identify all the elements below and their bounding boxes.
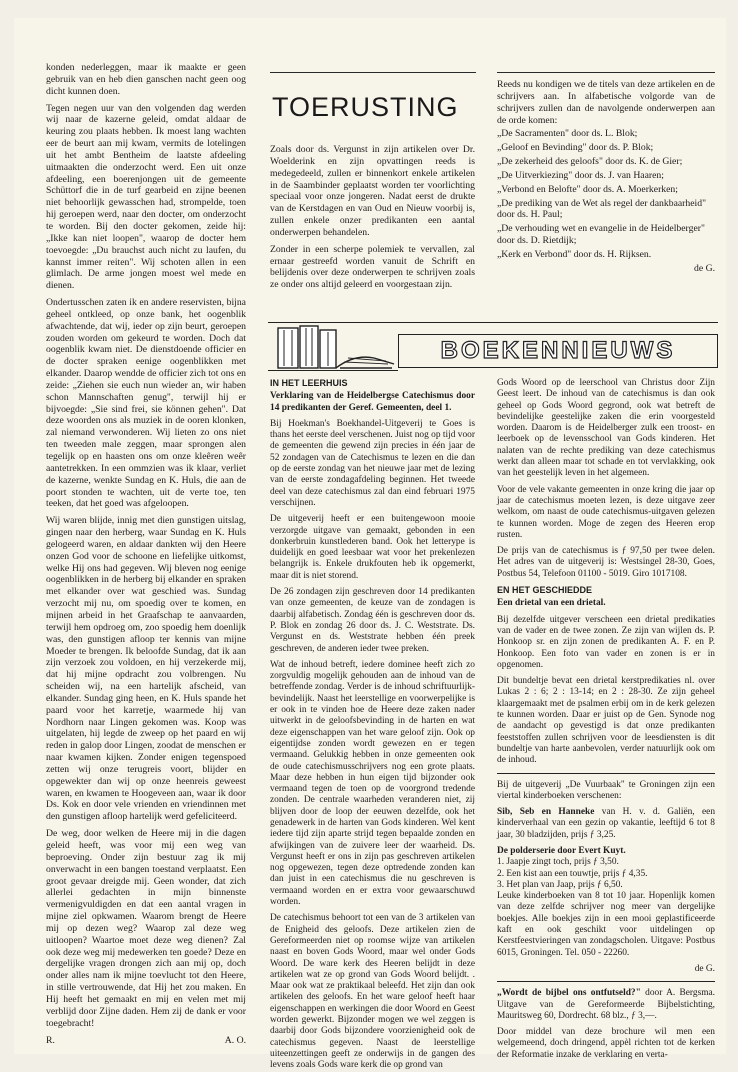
review-paragraph: Voor de vele vakante gemeenten in onze kring die jaar op jaar de catechismus moeten lezen, is deze uitgave zeer welkom, om naast de oude catechismus-uitgaven gelezen te kunnen worden. Moge de zegen des Heeren erop rusten. [497,484,715,540]
banner-rule [268,322,718,323]
vuurbaak-intro: Bij de uitgeverij „De Vuurbaak" te Groningen zijn een viertal kinderboeken verschenen: [497,779,715,801]
top-rule [497,72,715,73]
toerusting-paragraph: Zoals door ds. Vergunst in zijn artikelen over Dr. Woelderink en zijn opvattingen reeds is medegedeeld, zullen er binnenkort enkele artikelen in de Saambinder geplaatst worden ter voorlichting speciaal voor onze jongeren. Nadat eerst de drukte van de Kerstdagen en van Oud en Nieuw voorbij is, zullen enkele onzer predikanten een aantal onderwerpen behandelen. [270,144,475,238]
column-article-list [497,79,715,359]
series-title: De polderserie door Evert Kuyt. [497,845,626,856]
signature-left: R. [46,1034,55,1046]
book-entry [497,807,715,841]
review-paragraph: De prijs van de catechismus is ƒ 97,50 per twee delen. Het adres van de uitgeverij is: Westsingel 28-30, Goes, Postbus 54, Telefoon 01100 - 5019. Giro 1017108. [497,546,715,579]
books-signature: de G. [694,963,715,974]
story-paragraph: Ondertusschen zaten ik en andere reservisten, bijna geheel ontkleed, op onze bank, het oogenblik afwachtende, dat wij, ieder op zijn beurt, geroepen zouden worden om gekeurd te worden. Doch dat oogenblik kwam niet. De dienstdoende officier en de docter spraken eenige oogenblikken met elkander. Daarop wendde de officier zich tot ons en zeide: „Ziehen sie euch nun wieder an, wir haben schon Mannschaften genug", terwijl hij er bijvoegde: „Sie sind frei, sie können gehen". Dat deze woorden ons als muziek in de ooren klonken, zal niemand verwonderen. Wij lieten zo ons niet ten tweeden male zeggen, maar sprongen alen tegelijk op en haasten ons om onze kleêren weêr aantetrekken. In een ommzien was ik klaar, verliet de kazerne, wenkte Sundag en K. Huls, die aan de poort stonden te wachten, uit de verte toe, ten teeken, dat het goed was afgeloopen. [46,297,246,510]
book-description: van H. v. d. Galiën, een kinderverhaal van een gezin op vakantie, leeftijd 6 tot 8 jaar, 30 bladzijden, prijs ƒ 3,25. [497,807,716,840]
list-item: „Kerk en Verbond" door ds. H. Rijksen. [497,248,652,260]
review-paragraph: Dit bundeltje bevat een drietal kerstpredikaties nl. over Lukas 2 : 6; 2 : 13-14; en 2 : 28-30. Ze zijn geheel klaargemaakt met de psalmen erbij om in de kerk gelezen te kunnen worden. Daar er juist op de Gen. Synode nog de aandacht op gevestigd is dat onze predikanten feeststoffen zullen schrijven voor de leesdiensten is dit bundeltje van harte aanbevolen, verder natuurlijk ook om de inhoud. [497,676,715,766]
story-signature [46,1035,246,1047]
section-heading: EN HET GESCHIEDDE [497,585,593,596]
toerusting-paragraph: Zonder in een scherpe polemiek te vervallen, zal ernaar gestreefd worden vanuit de Schrift en belijdenis over deze onderwerpen te schrijven zoals ze onder ons altijd geleerd en voorgestaan zijn. [270,243,475,291]
section-title-toerusting: TOERUSTING [272,92,459,122]
series-item: 2. Een kist aan een touwtje, prijs ƒ 4,35. [497,868,648,879]
review-paragraph: De 26 zondagen zijn geschreven door 14 predikanten van onze gemeenten, de keuze van de zondagen is daarbij alfabetisch. Zondag één is geschreven door ds. P. Blok en zondag 26 door ds. J. C. Weststrate. Ds. Vergunst en ds. Weststrate hebben één preek geschreven, de anderen ieder twee preken. [270,587,475,654]
list-item: „De verhouding wet en evangelie in de Heidelberger" door ds. D. Rietdijk; [497,223,705,247]
review-paragraph: Door middel van deze brochure wil men een welgemeend, doch dringend, appèl richten tot de kerken der Reformatie inzake de verklaring en verta- [497,1027,715,1060]
review-paragraph: De catechismus behoort tot een van de 3 artikelen van de Enigheid des geloofs. Deze artikelen zien de Gereformeerden niet op roomse wijze van artikelen naast en boven Gods Woord, maar wel onder Gods Woord. De ware kerk des Heeren belijdt in deze artikelen wat ze op grond van Gods Woord belijdt. . Maar ook wat ze praktikaal beleefd. Het zijn dan ook artikelen des geloofs. En het ware geloof heeft haar eigenschappen en werkingen die door Woord en Geest worden gewerkt. Bijzonder mogen we wel zeggen is daarbij door Gods bijzondere voorzienigheid ook de catechismus gegeven. Naast de leerstellige uiteenzettingen geeft ze onderwijs in de gangen des levens zoals Gods ware kerk die op grond van [270,913,475,1071]
column-story [46,62,246,1046]
book-description: door A. Bergsma. Uitgave van de Gereformeerde Bijbelstichting, Mauritsweg 60, Dordrecht. 68 blz., ƒ 3,—. [497,988,716,1021]
list-item: „De zekerheid des geloofs" door ds. K. de Gier; [497,156,683,168]
book-title: Sib, Seb en Hanneke [497,807,595,818]
series-list [497,846,715,891]
column-books [497,378,716,1060]
section-rule [497,981,715,982]
section-subheading: Verklaring van de Heidelbergse Catechismus door 14 predikanten der Geref. Gemeenten, deel 1. [270,391,475,413]
column-leerhuis [270,378,475,1071]
series-item: 1. Jaapje zingt toch, prijs ƒ 3,50. [497,857,619,868]
list-item: „De Sacramenten" door ds. L. Blok; [497,128,638,140]
story-paragraph: konden nederleggen, maar ik maakte er geen gebruik van en heb dien ganschen nacht geen oog dicht kunnen doen. [46,62,246,97]
book-illustration-icon [270,324,398,372]
list-item: „Geloof en Bevinding" door ds. P. Blok; [497,142,654,154]
section-rule [497,773,715,774]
story-paragraph: De weg, door welken de Heere mij in die dagen geleid heeft, was voor mij een weg van beproeving. Onder zijn bestuur zag ik mij onverwacht in een bangen toestand verplaatst. Een groot gevaar dreigde mij. Geen wonder, dat zich allerlei gedachten in mijn binnenste vermenigvuldigden en dat een aantal vragen in mijne ziel opkwamen. Waarom brengt de Heere mij op dezen weg? Waarop zal deze weg uitloopen? Waartoe moet deze weg dienen? Zal ook deze weg mij medewerken ten goede? Deze en dergelijke vragen drongen zich aan mij op, doch onder alles nam ik mijne toevlucht tot den Heere, in stille vertrouwende, dat Hij het zou maken. En Hij heeft het gemaakt en mij en velen met mij verblijd door Zijne daden. Hem zij de dank er voor toegebracht! [46,828,246,1029]
story-paragraph: Wij waren blijde, innig met dien gunstigen uitslag, gingen naar den herberg, waar Sundag en K. Huls gelogeerd waren, en aldaar dankten wij den Heere onzen God voor de schoone en liefelijke uitkomst, welke Hij ons had gegeven. Wij bleven nog eenige oogenblikken in de herberg bij elkander en spraken met elkander over wat geschied was. Sundag verzocht mij nu, om spoedig over te komen, en mijnen arbeid in het Graafschap te aanvaarden, terwijl hem opdroeg om, zoo spoedig hem doenlijk was, den gunstigen afloop ter kennis van mijne Moeder te brengen. Ik beloofde Sundag, dat ik aan zijn verzoek zou voldoen, en hij verzekerde mij, dat hij mijne opdracht zou volbrengen. Nu scheiden wij, na een hartelijk afscheid, van elkander. Sundag ging heen, en K. Huls spande het paard voor het karretje, waarmede hij van Nordhorn naar Lingen gekomen was. Koop was uitgelaten, hij legde de zweep op het paard en wij reden in galop door Lingen, zoodat de menschen er naar kwamen kijken. Zonder enigen tegenspoed zetten wij onze terugreis voort, blijder en opgewekter dan wij op onze heenreis geweest waren, en kwamen te Hoogeveen aan, waar ik door Ds. Kok en door vele vrienden en vriendinnen met den gunstigen afloop hartelijk werd gefeliciteerd. [46,515,246,823]
review-paragraph: Gods Woord op de leerschool van Christus door Zijn Geest leert. De inhoud van de catechismus is dan ook geheel op Gods Woord gegrond, ook wat betreft de bevindelijke geestelijke zaken die erin voorgesteld worden. Daarom is de Heidelberger zulk een troost- en leerboek op de levensschool van Gods kinderen. Het nalaten van de rechte prediking van deze catechismus werkt dan alleen maar tot schade en tot vervlakking, ook van het geestelijk leven in het algemeen. [497,378,715,479]
story-paragraph: Tegen negen uur van den volgenden dag werden wij naar de kazerne geleid, omdat aldaar de keuring zou plaats hebben. Ik moest lang wachten eer de beurt aan mij kwam, vermits de lotelingen uit het ambt Bentheim de laatste afdeeling uitmaakten die onderzocht werd. Een uit onze afdeeling, een boerenjongen uit de gemeente Schüttorf die in de turf gearbeid en zijne beenen niet behoorlijk gewasschen had, strompelde, toen hij geroepen werd, naar den docter, om onderzocht te worden. Bij den docter gekomen, zeide hij: „Ikke kan niet loopen", waarop de docter hem toevoegde: „Du brauchst auch nicht zu laufen, du kannst immer reiten". Wij schoten allen in een glimlach. De arme jongen moest wel mede en dienen. [46,102,246,292]
top-rule [270,72,476,73]
book-title: „Wordt de bijbel ons ontfutseld?" [497,988,641,999]
review-paragraph: De uitgeverij heeft er een buitengewoon mooie verzorgde uitgave van gemaakt, gebonden in een donkerbruin kunstlederen band. Ook het letterype is duidelijk en goed leesbaar wat voor het prekenlezen belangrijk is. Enkele drukfouten heb ik opgemerkt, maar dit is niet storend. [270,514,475,581]
banner-title: BOEKENNIEUWS [440,337,676,364]
boekennieuws-banner [268,318,718,374]
section-subheading: Een drietal van een drietal. [497,598,606,609]
section-heading: IN HET LEERHUIS [270,378,348,388]
list-intro: Reeds nu kondigen we de titels van deze artikelen en de schrijvers aan. In alfabetische volgorde van de schrijvers zullen dan de navolgende onderwerpen aan de orde komen: [497,79,715,126]
book-entry [497,988,715,1022]
list-item: „De prediking van de Wet als regel der dankbaarheid" door ds. H. Paul; [497,197,707,221]
series-description: Leuke kinderboeken van 8 tot 10 jaar. Hopenlijk komen van deze zelfde schrijver nog meer van dergelijke boekjes. Alle boekjes zijn in een mooi geplastificeerde kaft en ook geschikt voor uitdelingen op Kerstfeestvieringen van zondagscholen. Uitgave: Postbus 6015, Groningen. Tel. 050 - 22260. [497,891,715,958]
list-item: „Verbond en Belofte" door ds. A. Moerkerken; [497,183,678,195]
list-signature: de G. [694,262,715,274]
review-paragraph: Bij dezelfde uitgever verscheen een drietal predikaties van de vader en de twee zonen. Ze zijn van wijlen ds. P. Honkoop sr. en zijn zonen de predikanten A. F. en P. Honkoop. Een foto van vader en zonen is er in opgenomen. [497,614,715,670]
review-paragraph: Bij Hoekman's Boekhandel-Uitgeverij te Goes is thans het eerste deel verschenen. Juist nog op tijd voor de gemeenten die gewend zijn precies in één jaar de 52 zondagen van de Catechismus te lezen en die dan op de eerste zondag van het nieuwe jaar met de lezing van de eerste zondagafdeling beginnen. Het tweede deel van deze catechismus zal dan eind februari 1975 verschijnen. [270,418,475,508]
series-item: 3. Het plan van Jaap, prijs ƒ 6,50. [497,879,623,890]
review-paragraph: Wat de inhoud betreft, iedere dominee heeft zich zo zorgvuldig mogelijk gehouden aan de inhoud van de betreffende zondag. Verder is de inhoud schriftuurlijk-bevindelijk. Naast het leerstellige en voorwerpelijke is er ook in te vinden hoe de Heere deze zaken nader uitwerkt in de geloofsbevinding in de harten en wat deze eigenschappen van het ware geloof zijn. Ook op eigentijdse zonden wordt gewezen en er tegen vermaand. Gelukkig hebben in onze gemeenten ook de oude catechismusschrijvers nog een grote plaats. Maar deze hebben in hun eigen tijd bijzonder ook vermaand tegen de toen op de voorgrond tredende zonden. De centrale waarheden veranderen niet, zij blijven door de loop der eeuwen dezelfde, ook het genadewerk in de harten van Gods kinderen. Wel kent iedere tijd zijn aparte strijd tegen bepaalde zonden en afwijkingen van de zuivere leer der waarheid. Ds. Vergunst heeft er ons in zijn pas geschreven artikelen nog opgewezen, tegen deze optredende zonden kan dan juist in een catechismus die nu geschreven is vermaand worden en er extra voor gewaarschuwd worden. [270,659,475,908]
column-toerusting [270,144,475,291]
list-item: „De Uitverkiezing" door ds. J. van Haaren; [497,169,664,181]
signature-right: A. O. [224,1034,246,1046]
